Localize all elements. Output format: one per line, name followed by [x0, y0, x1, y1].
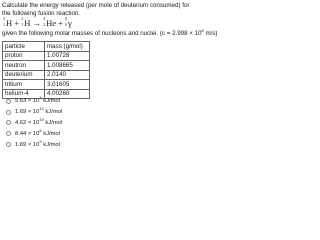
- element-symbol: H: [24, 18, 31, 28]
- table-row: [3, 51, 90, 61]
- answer-options: [6, 96, 62, 150]
- cell-mass: 1.00728: [45, 51, 90, 61]
- header-particle: particle: [3, 42, 45, 52]
- atomic-number: 1: [3, 22, 5, 27]
- element-symbol: H: [6, 18, 13, 28]
- option-exponent: 3: [39, 95, 42, 101]
- given-unit: m/s): [203, 30, 218, 37]
- cell-mass: 3.01605: [45, 80, 90, 90]
- table-header-row: [3, 42, 90, 52]
- atomic-number: 0: [65, 22, 68, 27]
- table-row: [3, 61, 90, 71]
- header-mass: mass (g/mol): [45, 42, 90, 52]
- cell-mass: 4.00260: [45, 89, 90, 99]
- element-symbol: γ: [68, 18, 72, 28]
- option-label: [15, 106, 63, 116]
- option-unit: kJ/mol: [41, 130, 60, 137]
- cell-particle: tritium: [3, 80, 45, 90]
- reaction-arrow: →: [32, 18, 41, 28]
- mass-number: 2: [3, 16, 5, 21]
- radio-button[interactable]: [6, 142, 11, 147]
- answer-option[interactable]: [6, 107, 62, 118]
- mass-number: 0: [65, 16, 68, 21]
- option-unit: kJ/mol: [43, 109, 63, 116]
- cell-mass: 1.008665: [45, 61, 90, 71]
- option-mantissa: 1.69 × 10: [15, 109, 40, 116]
- option-mantissa: 1.69 × 10: [15, 141, 40, 148]
- answer-option[interactable]: [6, 118, 62, 129]
- nuclide-deuterium-2: [21, 18, 30, 28]
- radio-button[interactable]: [6, 131, 11, 136]
- option-exponent: 9: [39, 138, 42, 144]
- radio-button[interactable]: [6, 99, 11, 104]
- cell-particle: neutron: [3, 61, 45, 71]
- mass-number: 2: [21, 16, 24, 21]
- option-unit: kJ/mol: [41, 141, 60, 148]
- option-exponent: 12: [39, 106, 44, 112]
- plus-sign: +: [58, 18, 63, 28]
- answer-option[interactable]: [6, 139, 62, 150]
- answer-option[interactable]: [6, 128, 62, 139]
- radio-button[interactable]: [6, 120, 11, 125]
- option-unit: kJ/mol: [43, 119, 63, 126]
- nuclide-deuterium-1: [3, 18, 12, 28]
- cell-particle: proton: [3, 51, 45, 61]
- question-prompt: Calculate the energy released (per mole of deuterium consumed) for the following fusion reaction.: [2, 2, 190, 17]
- fusion-equation: [3, 18, 72, 28]
- option-label: [15, 127, 60, 137]
- cell-particle: deuterium: [3, 70, 45, 80]
- option-exponent: 10: [39, 117, 44, 123]
- cell-particle: helium-4: [3, 89, 45, 99]
- molar-mass-table: [2, 41, 90, 99]
- atomic-number: 1: [21, 22, 24, 27]
- option-label: [15, 138, 60, 148]
- mass-number: 4: [43, 16, 46, 21]
- option-mantissa: 8.44 × 10: [15, 130, 40, 137]
- radio-button[interactable]: [6, 110, 11, 115]
- option-label: [15, 95, 60, 105]
- option-label: [15, 117, 63, 126]
- given-text: given the following molar masses of nucleons and nuclei. (c = 2.998 × 10: [2, 30, 202, 37]
- given-exponent: 8: [201, 27, 204, 33]
- option-mantissa: 4.62 × 10: [15, 119, 40, 126]
- table-row: [3, 70, 90, 80]
- atomic-number: 2: [43, 22, 46, 27]
- answer-option[interactable]: [6, 96, 62, 107]
- nuclide-gamma: [65, 18, 72, 28]
- option-unit: kJ/mol: [41, 98, 60, 105]
- given-statement: [2, 27, 218, 37]
- element-symbol: He: [46, 18, 56, 28]
- nuclide-helium-4: [43, 18, 56, 28]
- option-exponent: 8: [39, 127, 42, 133]
- option-mantissa: 5.63 × 10: [15, 98, 40, 105]
- plus-sign: +: [14, 18, 20, 28]
- cell-mass: 2.0140: [45, 70, 90, 80]
- table-row: [3, 80, 90, 90]
